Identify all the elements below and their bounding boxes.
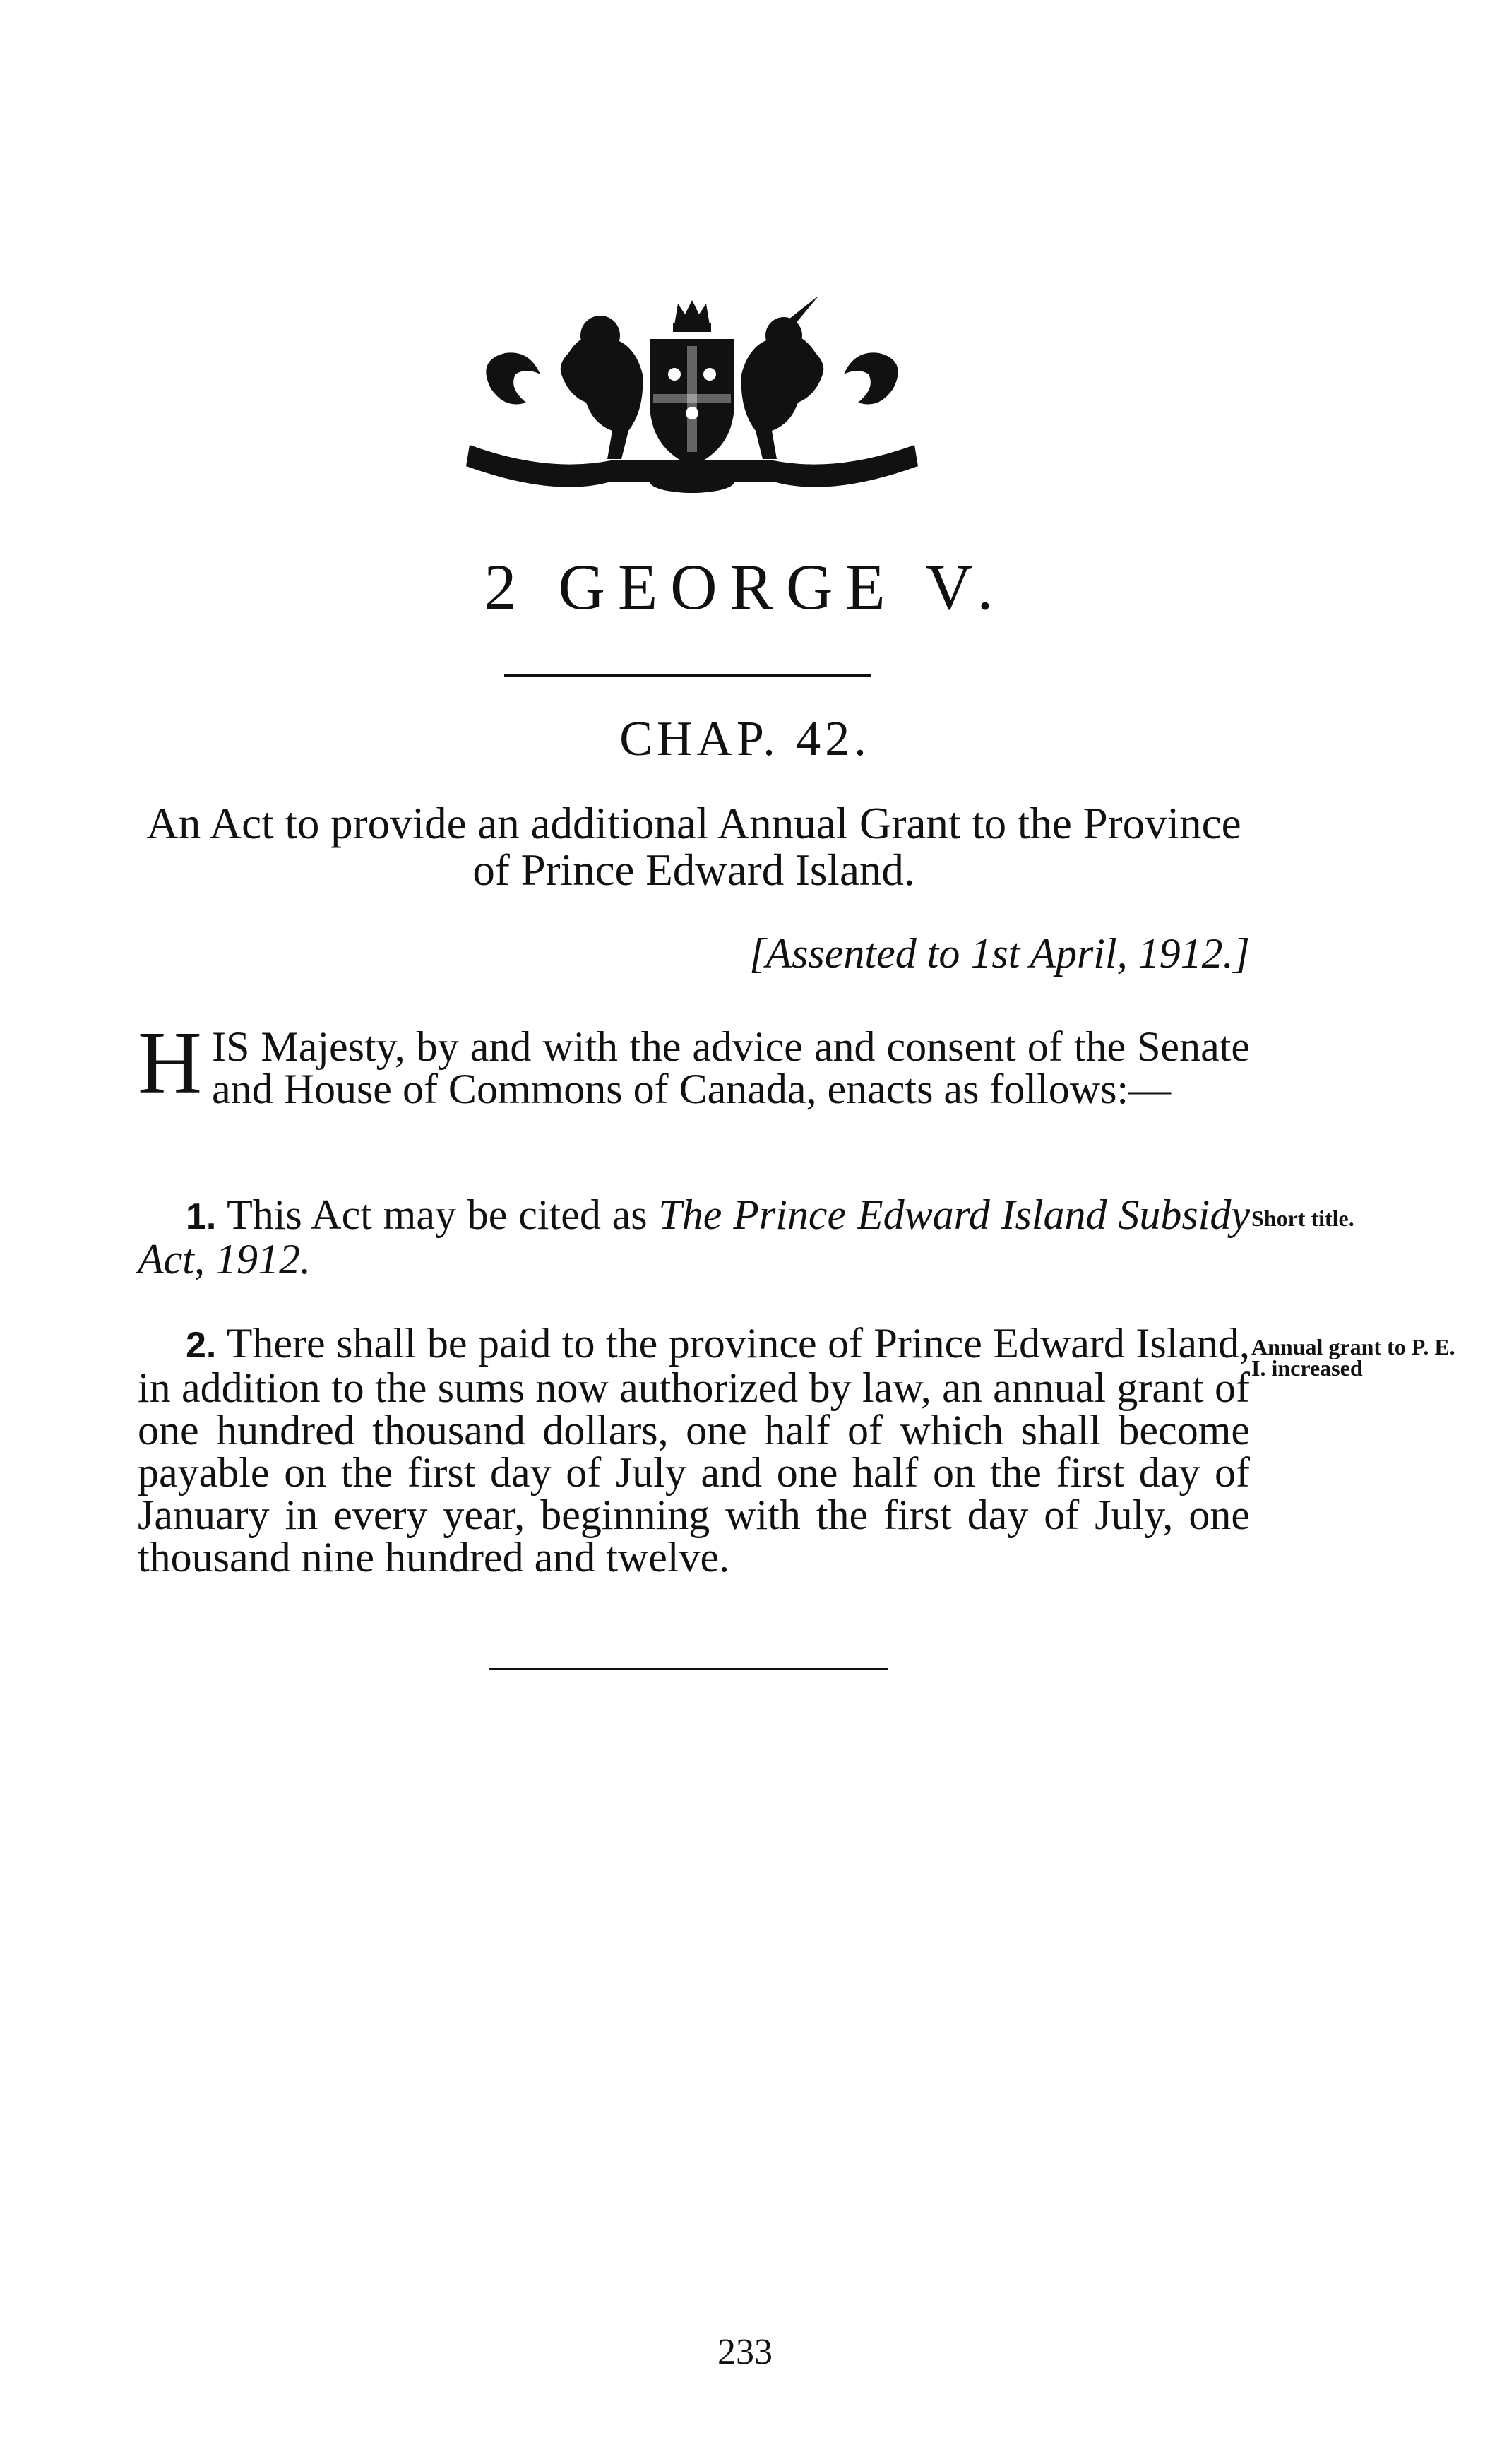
margin-note-short-title: Short title.: [1251, 1206, 1354, 1231]
section-number: 1.: [186, 1196, 217, 1237]
section-text: This Act may be cited as: [227, 1191, 659, 1238]
act-title: An Act to provide an additional Annual Grant to the Province of Prince Edward Island.: [146, 799, 1241, 895]
royal-coat-of-arms-icon: [463, 297, 922, 494]
end-divider: [489, 1668, 888, 1670]
enacting-clause-text: IS Majesty, by and with the advice and consent of the Senate and House of Commons of Canada, enacts as follows:—: [212, 1023, 1250, 1112]
heading-divider: [504, 674, 871, 677]
section-text: There shall be paid to the province of Prince Edward Island, in addition to the sums now authorized by law, an annual grant of one hundred thousand dollars, one half of which shall become payable on the first day of July and one half on the first day of January in every year, beginning with the first day of July, one thousand nine hundred and twelve.: [138, 1320, 1250, 1581]
regnal-year-heading: 2 GEORGE V.: [484, 551, 1006, 623]
section-1: [138, 1191, 1250, 1282]
assent-date: [Assented to 1st April, 1912.]: [749, 930, 1250, 977]
margin-note-annual-grant: Annual grant to P. E. I. increased: [1251, 1334, 1455, 1381]
enacting-clause: [138, 1014, 1250, 1112]
drop-capital: H: [138, 1014, 202, 1112]
chapter-number: CHAP. 42.: [619, 712, 871, 766]
page-number: 233: [717, 2332, 773, 2372]
section-number: 2.: [186, 1325, 217, 1366]
short-title-citation: The Prince Edward Island Subsidy Act, 1912.: [138, 1191, 1250, 1282]
section-2: [138, 1320, 1250, 1581]
